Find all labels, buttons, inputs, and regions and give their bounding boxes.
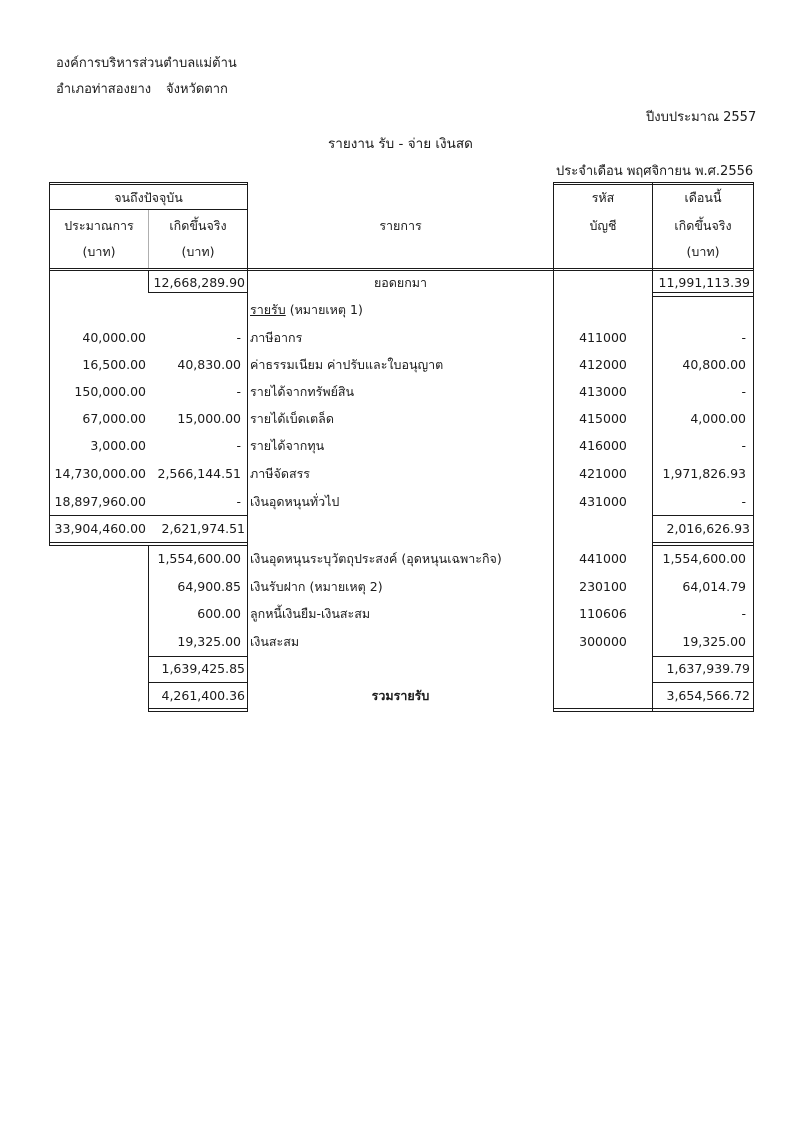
- row-item: เงินอุดหนุนทั่วไป: [250, 494, 340, 509]
- row-actual: 19,325.00: [177, 634, 241, 649]
- row-item: เงินสะสม: [250, 634, 300, 649]
- row-item: รายได้จากทรัพย์สิน: [250, 384, 355, 399]
- income-heading: [250, 302, 550, 318]
- header-to-date: จนถึงปัจจุบัน: [114, 190, 183, 205]
- row-month: 4,000.00: [690, 411, 746, 426]
- row-estimate: 14,730,000.00: [54, 466, 146, 481]
- row-estimate: 40,000.00: [82, 330, 146, 345]
- income-subtotal-month: 2,016,626.93: [666, 521, 750, 536]
- row-item: ภาษีจัดสรร: [250, 466, 310, 481]
- grand-total-label: รวมรายรับ: [371, 688, 430, 703]
- row-actual: 600.00: [197, 606, 241, 621]
- row-month: 1,554,600.00: [662, 551, 746, 566]
- row-month: 40,800.00: [682, 357, 746, 372]
- header-code-1: รหัส: [591, 190, 615, 205]
- other-subtotal-month: 1,637,939.79: [666, 661, 750, 676]
- row-code: 441000: [579, 551, 627, 566]
- header-estimate: ประมาณการ: [64, 218, 134, 233]
- report-period: ประจำเดือน พฤศจิกายน พ.ศ.2556: [556, 164, 754, 179]
- grand-total-actual: 4,261,400.36: [161, 688, 245, 703]
- row-actual: 1,554,600.00: [157, 551, 241, 566]
- row-code: 431000: [579, 494, 627, 509]
- org-province: จังหวัดตาก: [166, 82, 228, 97]
- report-title: รายงาน รับ - จ่าย เงินสด: [328, 136, 473, 152]
- row-month: -: [741, 384, 746, 399]
- row-actual: 15,000.00: [177, 411, 241, 426]
- other-subtotal-actual: 1,639,425.85: [161, 661, 245, 676]
- carried-month: 11,991,113.39: [658, 275, 750, 290]
- carried-actual: 12,668,289.90: [153, 275, 245, 290]
- header-estimate-unit: (บาท): [82, 244, 116, 259]
- row-month: -: [741, 606, 746, 621]
- row-actual: -: [236, 330, 241, 345]
- row-month: 1,971,826.93: [662, 466, 746, 481]
- income-subtotal-actual: 2,621,974.51: [161, 521, 245, 536]
- row-estimate: 3,000.00: [90, 438, 146, 453]
- header-item: รายการ: [379, 218, 422, 233]
- income-heading-label: รายรับ: [250, 302, 286, 317]
- row-estimate: 150,000.00: [74, 384, 146, 399]
- row-code: 412000: [579, 357, 627, 372]
- row-code: 300000: [579, 634, 627, 649]
- row-code: 415000: [579, 411, 627, 426]
- header-month-actual: เกิดขึ้นจริง: [674, 218, 732, 233]
- header-month-unit: (บาท): [686, 244, 720, 259]
- fiscal-year: ปีงบประมาณ 2557: [646, 110, 757, 125]
- row-code: 416000: [579, 438, 627, 453]
- row-estimate: 67,000.00: [82, 411, 146, 426]
- row-item: เงินอุดหนุนระบุวัตถุประสงค์ (อุดหนุนเฉพาะกิจ): [250, 551, 502, 566]
- header-actual: เกิดขึ้นจริง: [169, 218, 227, 233]
- row-estimate: 18,897,960.00: [54, 494, 146, 509]
- row-actual: 64,900.85: [177, 579, 241, 594]
- income-subtotal-estimate: 33,904,460.00: [54, 521, 146, 536]
- row-month: 19,325.00: [682, 634, 746, 649]
- carried-label: ยอดยกมา: [373, 275, 428, 290]
- row-item: ค่าธรรมเนียม ค่าปรับและใบอนุญาต: [250, 357, 444, 372]
- row-month: -: [741, 494, 746, 509]
- row-month: -: [741, 330, 746, 345]
- row-item: รายได้เบ็ดเตล็ด: [250, 411, 334, 426]
- row-item: ภาษีอากร: [250, 330, 303, 345]
- row-month: 64,014.79: [682, 579, 746, 594]
- header-actual-unit: (บาท): [181, 244, 215, 259]
- row-actual: -: [236, 438, 241, 453]
- row-code: 421000: [579, 466, 627, 481]
- row-code: 230100: [579, 579, 627, 594]
- row-month: -: [741, 438, 746, 453]
- row-estimate: 16,500.00: [82, 357, 146, 372]
- org-name: องค์การบริหารส่วนตำบลแม่ต้าน: [56, 56, 237, 71]
- income-heading-note: (หมายเหตุ 1): [285, 302, 363, 317]
- grand-total-month: 3,654,566.72: [666, 688, 750, 703]
- header-month: เดือนนี้: [684, 190, 722, 205]
- header-code-2: บัญชี: [589, 218, 617, 233]
- row-item: ลูกหนี้เงินยืม-เงินสะสม: [250, 606, 371, 621]
- org-district: อำเภอท่าสองยาง: [56, 82, 152, 97]
- row-actual: 2,566,144.51: [157, 466, 241, 481]
- row-code: 110606: [579, 606, 627, 621]
- row-code: 413000: [579, 384, 627, 399]
- row-item: เงินรับฝาก (หมายเหตุ 2): [250, 579, 383, 594]
- row-code: 411000: [579, 330, 627, 345]
- row-item: รายได้จากทุน: [250, 438, 325, 453]
- row-actual: -: [236, 494, 241, 509]
- row-actual: 40,830.00: [177, 357, 241, 372]
- row-actual: -: [236, 384, 241, 399]
